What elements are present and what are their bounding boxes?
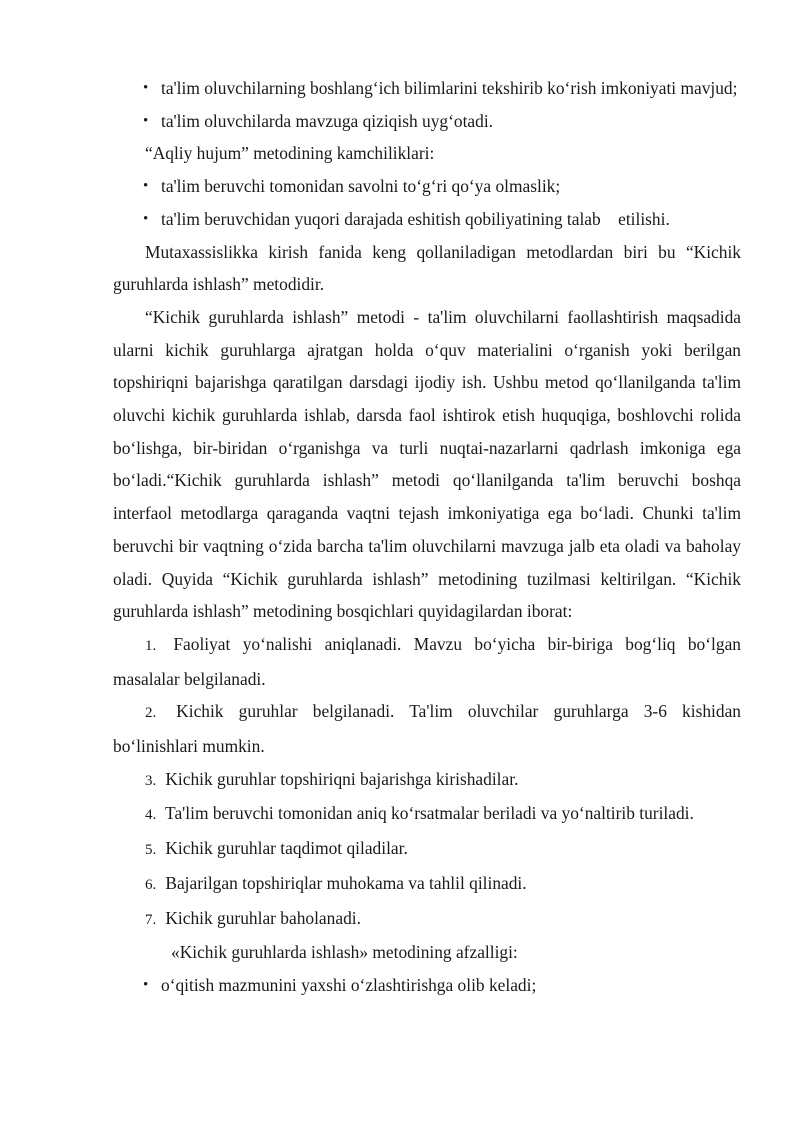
paragraph: “Kichik guruhlarda ishlash” metodi - ta'lim oluvchilarni faollashtirish maqsadida ularni kichik guruhlarga ajratgan holda o‘quv materialini o‘rganish yoki berilgan topshiriqni bajarishga qaratilgan darsdagi ijodiy ish. Ushbu metod qo‘llanilganda ta'lim oluvchi kichik guruhlarda ishlab, darsda faol ishtirok etish huquqiga, boshlovchi rolida bo‘lishga, bir-biridan o‘rganishga va turli nuqtai-nazarlarni qadrlash imkoniga ega bo‘ladi.“Kichik guruhlarda ishlash” metodi qo‘llanilganda ta'lim beruvchi boshqa interfaol metodlarga qaraganda vaqtni tejash imkoniyatiga ega bo‘ladi. Chunki ta'lim beruvchi bir vaqtning o‘zida barcha ta'lim oluvchilarni mavzuga jalb eta oladi va baholay oladi. Quyida “Kichik guruhlarda ishlash” metodining tuzilmasi keltirilgan. “Kichik guruhlarda ishlash” metodining bosqichlari quyidagilardan iborat: xyxy=(113,306,741,622)
bullet-item xyxy=(113,203,741,236)
item-text: Ta'lim beruvchi tomonidan aniq ko‘rsatmalar beriladi va yo‘naltirib turiladi. xyxy=(165,803,694,824)
bullet-item xyxy=(113,170,741,203)
item-number: 7. xyxy=(145,911,157,928)
item-number: 4. xyxy=(145,807,157,824)
bullet-item xyxy=(113,969,741,1002)
item-text: Bajarilgan topshiriqlar muhokama va tahlil qilinadi. xyxy=(165,872,527,893)
numbered-item xyxy=(113,695,741,762)
numbered-item xyxy=(113,763,741,798)
bullet-item xyxy=(113,72,741,105)
item-number: 3. xyxy=(145,772,157,789)
item-text: Kichik guruhlar topshiriqni bajarishga kirishadilar. xyxy=(165,768,519,789)
bullet-text: o‘qitish mazmunini yaxshi o‘zlashtirishga olib keladi; xyxy=(161,974,537,995)
item-number: 5. xyxy=(145,842,157,859)
bullet-text: ta'lim oluvchilarning boshlang‘ich bilimlarini tekshirib ko‘rish imkoniyati mavjud; xyxy=(161,78,738,98)
bullet-item xyxy=(113,105,741,138)
bullet-icon: • xyxy=(143,976,149,993)
bullet-icon: • xyxy=(143,112,149,129)
bullet-icon: • xyxy=(143,210,149,227)
item-number: 1. xyxy=(145,637,157,654)
paragraph: «Kichik guruhlarda ishlash» metodining afzalligi: xyxy=(171,942,518,963)
item-number: 6. xyxy=(145,876,157,893)
document-page xyxy=(113,72,741,1002)
bullet-icon: • xyxy=(143,178,149,195)
bullet-text: ta'lim beruvchidan yuqori darajada eshitish qobiliyatining talab etilishi. xyxy=(161,208,670,229)
numbered-item xyxy=(113,867,741,902)
item-number: 2. xyxy=(145,705,157,722)
item-text: Kichik guruhlar taqdimot qiladilar. xyxy=(165,838,408,859)
item-text: Faoliyat yo‘nalishi aniqlanadi. Mavzu bo‘yicha bir-biriga bog‘liq bo‘lgan masalalar belgilanadi. xyxy=(113,633,741,689)
numbered-item xyxy=(113,902,741,937)
paragraph: “Aqliy hujum” metodining kamchiliklari: xyxy=(145,143,435,164)
numbered-item xyxy=(113,832,741,867)
bullet-text: ta'lim beruvchi tomonidan savolni to‘g‘ri qo‘ya olmaslik; xyxy=(161,176,561,197)
item-text: Kichik guruhlar belgilanadi. Ta'lim oluvchilar guruhlarga 3-6 kishidan bo‘linishlari mumkin. xyxy=(113,701,741,757)
bullet-text: ta'lim oluvchilarda mavzuga qiziqish uyg‘otadi. xyxy=(161,110,494,131)
item-text: Kichik guruhlar baholanadi. xyxy=(165,907,361,928)
numbered-item xyxy=(113,628,741,695)
bullet-icon: • xyxy=(143,80,149,96)
numbered-item xyxy=(113,797,741,832)
paragraph: Mutaxassislikka kirish fanida keng qollaniladigan metodlardan biri bu “Kichik guruhlarda ishlash” metodidir. xyxy=(113,241,741,295)
